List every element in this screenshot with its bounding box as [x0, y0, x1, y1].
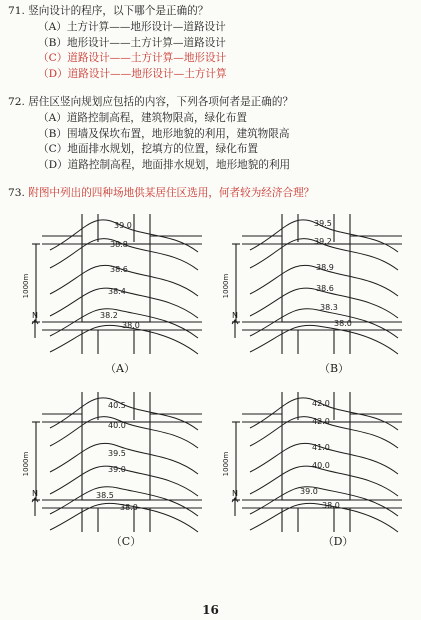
site-block	[282, 244, 350, 322]
option-b: （B）围墙及保坎布置，地形地貌的利用，建筑物限高	[38, 127, 290, 140]
contour-label: 38.2	[100, 311, 118, 320]
option-d: （D）道路设计——地形设计—土方计算	[38, 68, 227, 81]
contour-label: 40.0	[108, 421, 126, 430]
contour-label: 38.4	[108, 287, 126, 296]
contour-label: 42.0	[312, 417, 330, 426]
contour-label: 38.3	[320, 303, 338, 312]
north-label: N	[232, 311, 238, 320]
site-plan-svg	[22, 214, 212, 354]
contour-label: 39.0	[300, 487, 318, 496]
contour-label: 41.0	[312, 443, 330, 452]
option-d: （D）道路控制高程，地面排水规划，地形地貌的利用	[38, 159, 291, 172]
site-plan-svg	[222, 214, 412, 354]
option-c: （C）道路设计——土方计算—地形设计	[38, 52, 227, 65]
option-a: （A）土方计算——地形设计—道路设计	[38, 20, 226, 33]
dimension-label: 1000m	[22, 451, 30, 477]
site-plan-svg	[22, 392, 212, 532]
contour-label: 38.6	[316, 284, 334, 293]
question-73	[8, 186, 416, 202]
contour-line	[250, 309, 398, 338]
contour-label: 38.6	[110, 265, 128, 274]
contour-label: 39.0	[114, 221, 132, 230]
dimension-label: 1000m	[22, 273, 30, 299]
north-label: N	[32, 489, 38, 498]
question-stem	[8, 186, 416, 202]
site-figure-a	[22, 214, 212, 354]
site-figure-b	[222, 214, 412, 354]
site-block	[82, 422, 150, 500]
contour-label: 38.5	[96, 491, 114, 500]
dimension-label: 1000m	[222, 273, 230, 299]
contour-label: 39.0	[108, 465, 126, 474]
site-figure-d	[222, 392, 412, 532]
site-figure-c	[22, 392, 212, 532]
option-b: （B）地形设计——土方计算—道路设计	[38, 36, 226, 49]
figure-caption-c: （C）	[110, 535, 142, 548]
north-label: N	[32, 311, 38, 320]
contour-label: 38.0	[120, 503, 138, 512]
option-c: （C）地面排水规划，挖填方的位置，绿化布置	[38, 143, 258, 156]
question-text: 附图中列出的四种场地供某居住区选用，何者较为经济合理？	[28, 187, 315, 199]
contour-label: 38.9	[316, 263, 334, 272]
figure-caption-a: （A）	[105, 362, 135, 375]
contour-label: 39.5	[108, 449, 126, 458]
question-71	[8, 4, 416, 83]
figure-caption-b: （B）	[318, 362, 350, 375]
contour-label: 40.0	[312, 461, 330, 470]
contour-label: 42.0	[312, 399, 330, 408]
contour-label: 39.2	[314, 237, 332, 246]
contour-label: 40.5	[108, 401, 126, 410]
question-number: 73.	[8, 187, 25, 199]
page-number: 16	[202, 603, 219, 617]
question-72	[8, 95, 416, 174]
figure-caption-d: （D）	[322, 535, 354, 548]
contour-label: 38.0	[122, 321, 140, 330]
dimension-label: 1000m	[222, 451, 230, 477]
contour-label: 38.0	[322, 501, 340, 510]
site-plan-svg	[222, 392, 412, 532]
option-a: （A）道路控制高程，建筑物限高，绿化布置	[38, 111, 247, 124]
question-stem: 72. 居住区竖向规划应包括的内容，下列各项何者是正确的？	[8, 96, 294, 108]
contour-line	[250, 466, 398, 496]
contour-label: 39.5	[314, 219, 332, 228]
contour-label: 38.8	[110, 240, 128, 249]
question-stem: 71. 竖向设计的程序，以下哪个是正确的？	[8, 5, 209, 17]
contour-label: 38.0	[334, 319, 352, 328]
north-label: N	[232, 489, 238, 498]
